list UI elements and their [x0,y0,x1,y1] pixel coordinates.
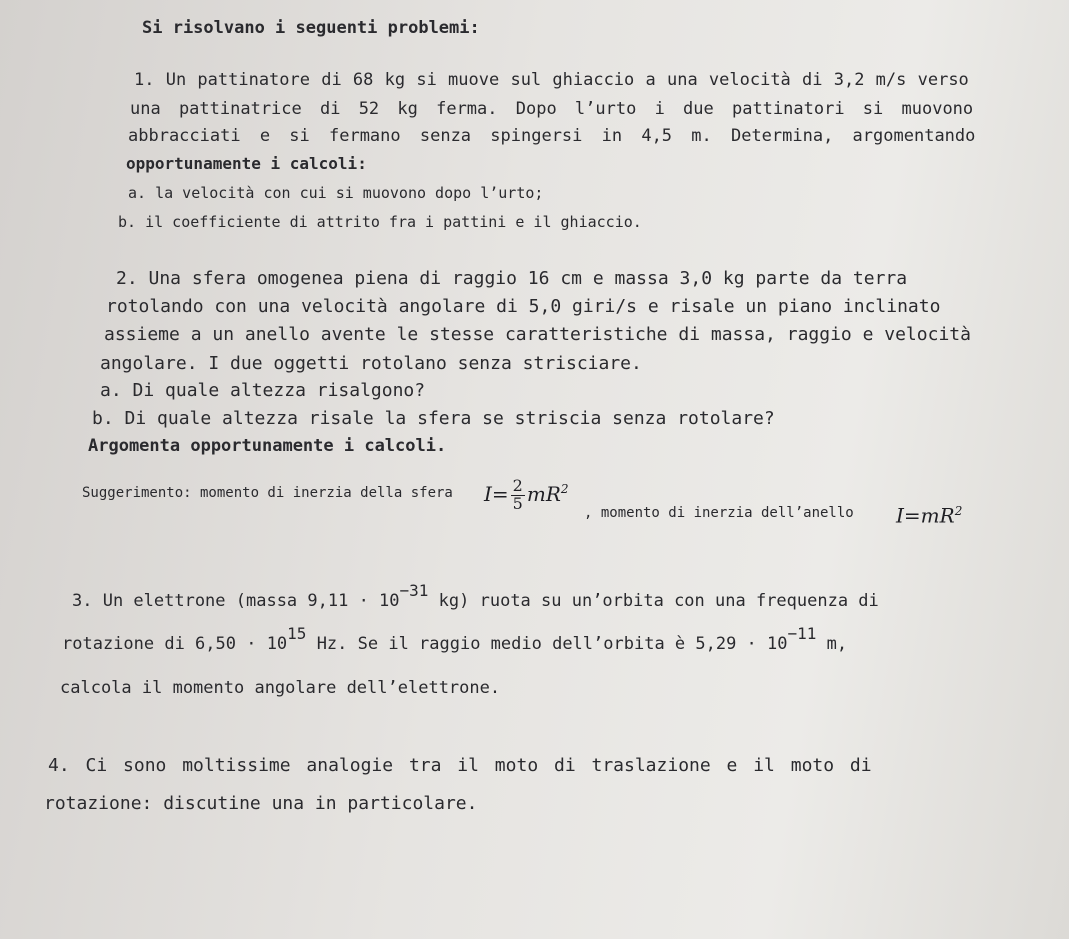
ring-inertia-formula [896,505,962,526]
problem-2-item-b: b. Di quale altezza risale la sfera se striscia senza rotolare? [92,408,775,429]
problem-1-line-2: una pattinatrice di 52 kg ferma. Dopo l’urto i due pattinatori si muovono [130,99,974,119]
problem-4-line-1: 4. Ci sono moltissime analogie tra il moto di traslazione e il moto di [48,755,872,776]
p3-line2-exponent: 15 [287,624,307,643]
p3-line2-exponent-2: −11 [787,624,817,643]
problem-3-line-1 [72,581,879,611]
p3-line2-part-c: m, [826,634,848,654]
worksheet-heading: Si risolvano i seguenti problemi: [142,18,480,38]
problem-2-line-4: angolare. I due oggetti rotolano senza strisciare. [100,353,642,374]
fraction-denominator: 5 [512,493,523,513]
problem-1-line-1: 1. Un pattinatore di 68 kg si muove sul ghiaccio a una velocità di 3,2 m/s verso [134,70,969,90]
p3-line1-part-b: kg) ruota su un’orbita con una frequenza di [438,591,879,611]
problem-2-line-3: assieme a un anello avente le stesse caratteristiche di massa, raggio e velocità [104,324,971,345]
problem-4-line-2: rotazione: discutine una in particolare. [44,793,478,814]
sphere-formula-lhs: I= [484,481,509,506]
p3-line2-part-a: rotazione di 6,50 · 10 [62,634,288,654]
ring-formula-body: I=mR [896,503,955,528]
problem-1-item-b: b. il coefficiente di attrito fra i pattini e il ghiaccio. [118,213,642,231]
p3-line1-part-a: 3. Un elettrone (massa 9,11 · 10 [72,591,400,611]
p3-line1-exponent: −31 [399,581,429,600]
sphere-formula-exponent: 2 [560,482,569,497]
sphere-formula-fraction [511,478,525,513]
problem-3-line-3: calcola il momento angolare dell’elettrone. [60,678,501,698]
sphere-formula-rest: mR [526,481,561,506]
problem-1-item-a: a. la velocità con cui si muovono dopo l’urto; [128,184,544,202]
hint-text-ring: , momento di inerzia dell’anello [584,505,854,521]
problem-2-argomenta: Argomenta opportunamente i calcoli. [88,436,447,456]
hint-text-sphere: Suggerimento: momento di inerzia della sfera [82,485,453,501]
fraction-numerator: 2 [512,476,523,495]
sphere-inertia-formula [484,478,569,513]
problem-2-item-a: a. Di quale altezza risalgono? [100,380,426,401]
problem-3-line-2 [62,624,848,654]
problem-1-line-3: abbracciati e si fermano senza spingersi in 4,5 m. Determina, argomentando [128,126,976,146]
problem-1-line-4: opportunamente i calcoli: [126,154,367,173]
p3-line2-part-b: Hz. Se il raggio medio dell’orbita è 5,29 · 10 [316,634,788,654]
ring-formula-exponent: 2 [954,504,963,518]
problem-2-line-1: 2. Una sfera omogenea piena di raggio 16 cm e massa 3,0 kg parte da terra [116,268,908,289]
problem-2-line-2: rotolando con una velocità angolare di 5,0 giri/s e risale un piano inclinato [106,296,941,317]
